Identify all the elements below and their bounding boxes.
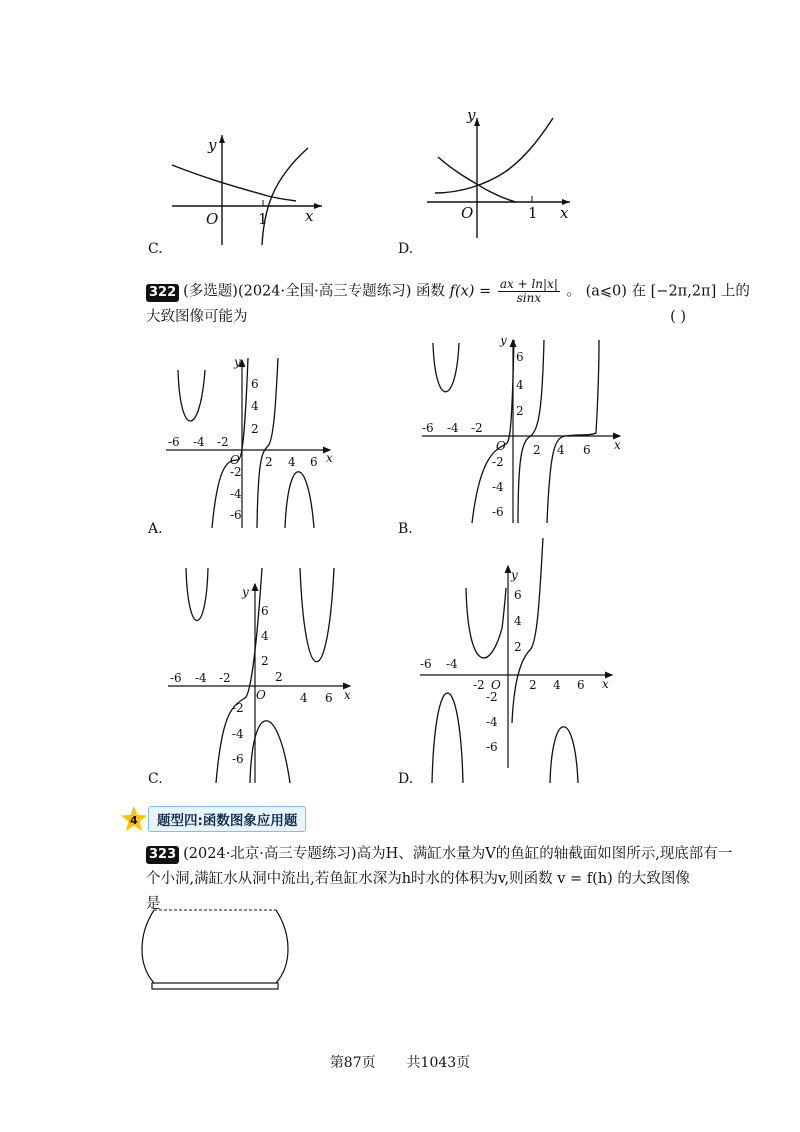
x-label: x [344, 688, 351, 702]
x-tick: 6 [325, 691, 333, 705]
x-tick: 4 [300, 691, 308, 705]
x-tick: -6 [422, 421, 434, 435]
y-label: y [467, 106, 476, 124]
option-a-label: A. [148, 521, 163, 537]
origin-label: O [230, 453, 240, 467]
star-number-icon [120, 805, 148, 833]
y-tick: 4 [516, 378, 524, 392]
y-label: y [234, 355, 241, 369]
y-tick: 4 [514, 614, 522, 628]
origin-label: O [206, 210, 219, 228]
x-tick: -4 [195, 671, 207, 685]
option-b-label: B. [398, 521, 413, 537]
y-tick: -6 [232, 752, 244, 766]
y-tick: 2 [261, 654, 269, 668]
function-fraction [498, 278, 560, 305]
option-c-label: C. [148, 241, 163, 257]
graph-a [166, 355, 333, 528]
graph-prev-c [172, 135, 322, 245]
y-label: y [500, 338, 507, 347]
x-tick: 2 [275, 670, 283, 684]
y-label: y [242, 585, 249, 599]
x-tick: 2 [529, 678, 537, 692]
y-tick: 6 [516, 350, 524, 364]
y-label: y [208, 136, 217, 154]
y-tick: -4 [492, 480, 504, 494]
y-tick: -2 [486, 690, 498, 704]
y-tick: -4 [486, 715, 498, 729]
x-tick: 6 [583, 443, 591, 457]
y-tick: 2 [516, 404, 524, 418]
x-label: x [326, 451, 333, 465]
question-line3: 是 [146, 896, 161, 912]
y-tick: -4 [232, 727, 244, 741]
x-tick: -6 [168, 435, 180, 449]
question-number: 323 [146, 846, 179, 864]
x-tick: 4 [557, 443, 565, 457]
question-tag: (多选题)(2024·全国·高三专题练习) [183, 283, 412, 300]
graph-d [420, 538, 612, 783]
x-tick: -2 [219, 671, 231, 685]
total-pages: 共1043页 [406, 1055, 471, 1071]
y-tick: -6 [230, 508, 242, 522]
y-tick: 6 [514, 588, 522, 602]
x-tick: -6 [170, 671, 182, 685]
question-line2: 个小洞,满缸水从洞中流出,若鱼缸水深为h时水的体积为v,则函数 v = f(h) 的大致图像 [146, 871, 690, 887]
graph-c [168, 568, 351, 783]
x-label: x [305, 207, 314, 225]
tick-one: 1 [258, 210, 268, 228]
question-text-after: 。 (a⩽0) 在 [−2π,2π] 上的 [566, 283, 750, 300]
page-number: 第87页 [329, 1055, 376, 1071]
y-tick: -6 [486, 740, 498, 754]
x-tick: -2 [217, 435, 229, 449]
section-title: 题型四:函数图象应用题 [148, 806, 306, 832]
x-tick: -2 [473, 678, 485, 692]
tick-one: 1 [528, 204, 538, 222]
x-tick: -2 [471, 421, 483, 435]
y-tick: 2 [251, 422, 259, 436]
x-tick: 2 [265, 455, 273, 469]
x-label: x [614, 438, 621, 452]
y-tick: 6 [261, 604, 269, 618]
origin-label: O [461, 204, 474, 222]
x-tick: 6 [577, 678, 585, 692]
y-tick: 2 [514, 640, 522, 654]
x-tick: 2 [533, 443, 541, 457]
x-tick: 4 [288, 455, 296, 469]
option-d-label: D. [398, 771, 414, 787]
page-footer [0, 1052, 800, 1072]
x-tick: -6 [420, 657, 432, 671]
y-tick: -2 [492, 455, 504, 469]
question-text-before: 函数 [416, 283, 445, 300]
question-number: 322 [146, 284, 179, 302]
origin-label: O [256, 688, 266, 702]
y-tick: -4 [230, 487, 242, 501]
y-tick: -6 [492, 505, 504, 519]
y-tick: -2 [230, 465, 242, 479]
graph-prev-d [427, 106, 570, 238]
origin-label: O [496, 439, 506, 453]
x-tick: 4 [553, 678, 561, 692]
x-tick: -4 [447, 421, 459, 435]
question-line2: 大致图像可能为 [146, 309, 248, 325]
answer-paren: ( ) [670, 309, 686, 325]
y-tick: 4 [251, 399, 259, 413]
y-tick: 4 [261, 629, 269, 643]
y-label: y [511, 568, 518, 582]
x-label: x [560, 204, 569, 222]
fraction-denominator: sinx [516, 291, 542, 305]
origin-label: O [491, 678, 501, 692]
x-tick: -4 [193, 435, 205, 449]
q322-option-graphs [150, 338, 670, 788]
x-label: x [602, 677, 609, 691]
fish-tank-diagram [140, 905, 290, 995]
x-tick: 6 [310, 455, 318, 469]
option-c-label: C. [148, 771, 163, 787]
section-number: 4 [130, 814, 138, 827]
section-header [120, 805, 306, 833]
function-name: f(x) = [449, 283, 492, 300]
y-tick: 6 [251, 377, 259, 391]
option-d-label: D. [398, 241, 414, 257]
x-tick: -4 [446, 657, 458, 671]
fraction-numerator: ax + ln|x| [499, 277, 558, 291]
y-tick: -2 [232, 701, 244, 715]
question-322 [146, 277, 750, 330]
graph-b [422, 338, 621, 523]
question-line1: (2024·北京·高三专题练习)高为H、满缸水量为V的鱼缸的轴截面如图所示,现底部有一 [183, 846, 733, 862]
